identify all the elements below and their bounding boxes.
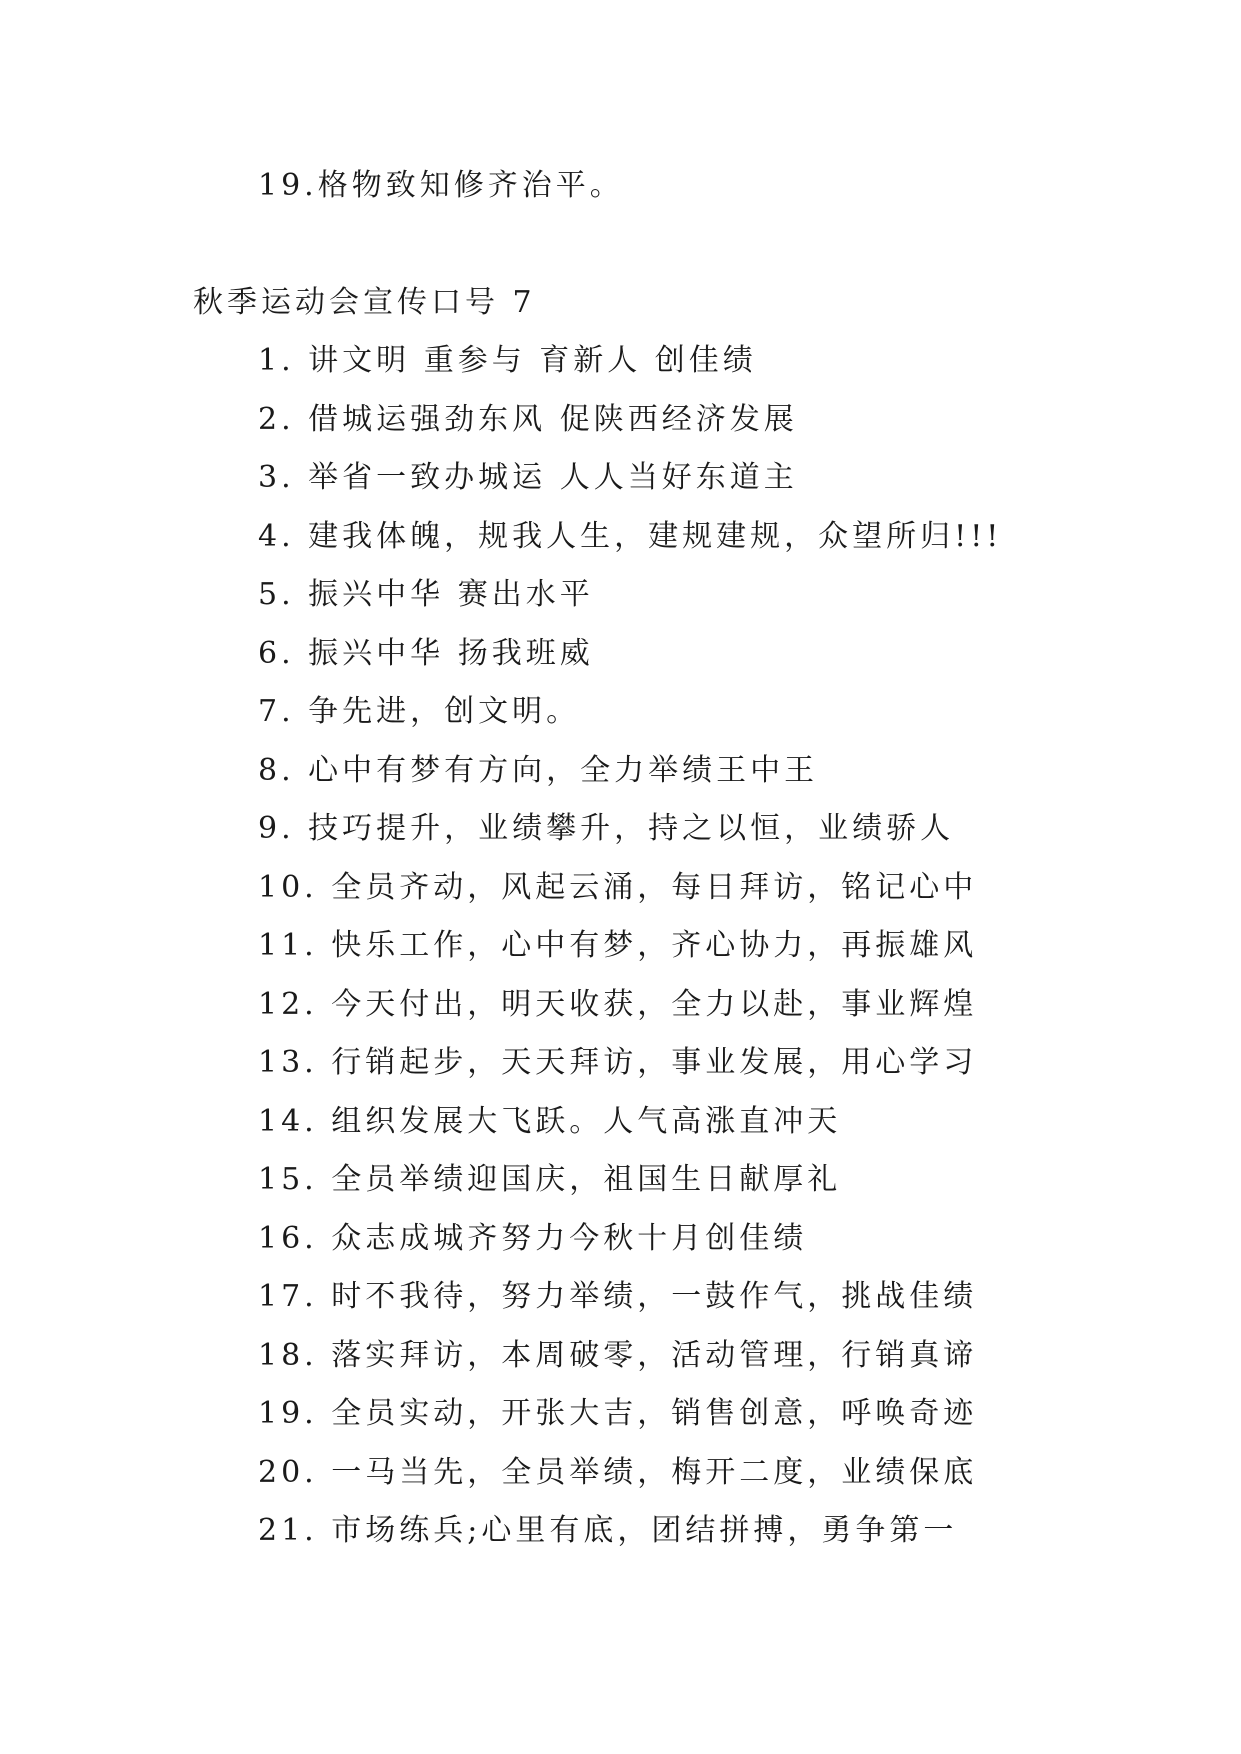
list-item: 16. 众志成城齐努力今秋十月创佳绩 (258, 1220, 808, 1256)
list-item: 17. 时不我待，努力举绩，一鼓作气，挑战佳绩 (258, 1279, 978, 1314)
list-item: 3. 举省一致办城运 人人当好东道主 (258, 460, 798, 495)
list-item: 21. 市场练兵;心里有底，团结拼搏，勇争第一 (258, 1513, 958, 1548)
list-item: 13. 行销起步，天天拜访，事业发展，用心学习 (258, 1045, 978, 1080)
list-item: 15. 全员举绩迎国庆，祖国生日献厚礼 (258, 1162, 842, 1197)
list-item: 12. 今天付出，明天收获，全力以赴，事业辉煌 (258, 986, 978, 1022)
list-item: 8. 心中有梦有方向，全力举绩王中王 (258, 752, 819, 788)
list-item: 1. 讲文明 重参与 育新人 创佳绩 (258, 343, 757, 378)
list-item: 5. 振兴中华 赛出水平 (258, 577, 594, 612)
slogan-list (258, 341, 1002, 1570)
list-item: 7. 争先进，创文明。 (258, 694, 581, 729)
previous-list-item: 19.格物致知修齐治平。 (258, 168, 624, 203)
list-item: 9. 技巧提升，业绩攀升，持之以恒，业绩骄人 (258, 811, 955, 846)
list-item: 11. 快乐工作，心中有梦，齐心协力，再振雄风 (258, 928, 978, 963)
list-item: 18. 落实拜访，本周破零，活动管理，行销真谛 (258, 1337, 978, 1373)
list-item: 14. 组织发展大飞跃。人气高涨直冲天 (258, 1103, 842, 1139)
list-item: 6. 振兴中华 扬我班威 (258, 635, 594, 671)
list-item: 2. 借城运强劲东风 促陕西经济发展 (258, 401, 798, 437)
section-heading: 秋季运动会宣传口号 7 (193, 285, 536, 320)
list-item: 4. 建我体魄，规我人生，建规建规，众望所归!!! (258, 518, 1003, 554)
list-item: 19. 全员实动，开张大吉，销售创意，呼唤奇迹 (258, 1396, 978, 1431)
list-item: 10. 全员齐动，风起云涌，每日拜访，铭记心中 (258, 869, 978, 905)
list-item: 20. 一马当先，全员举绩，梅开二度，业绩保底 (258, 1454, 978, 1490)
